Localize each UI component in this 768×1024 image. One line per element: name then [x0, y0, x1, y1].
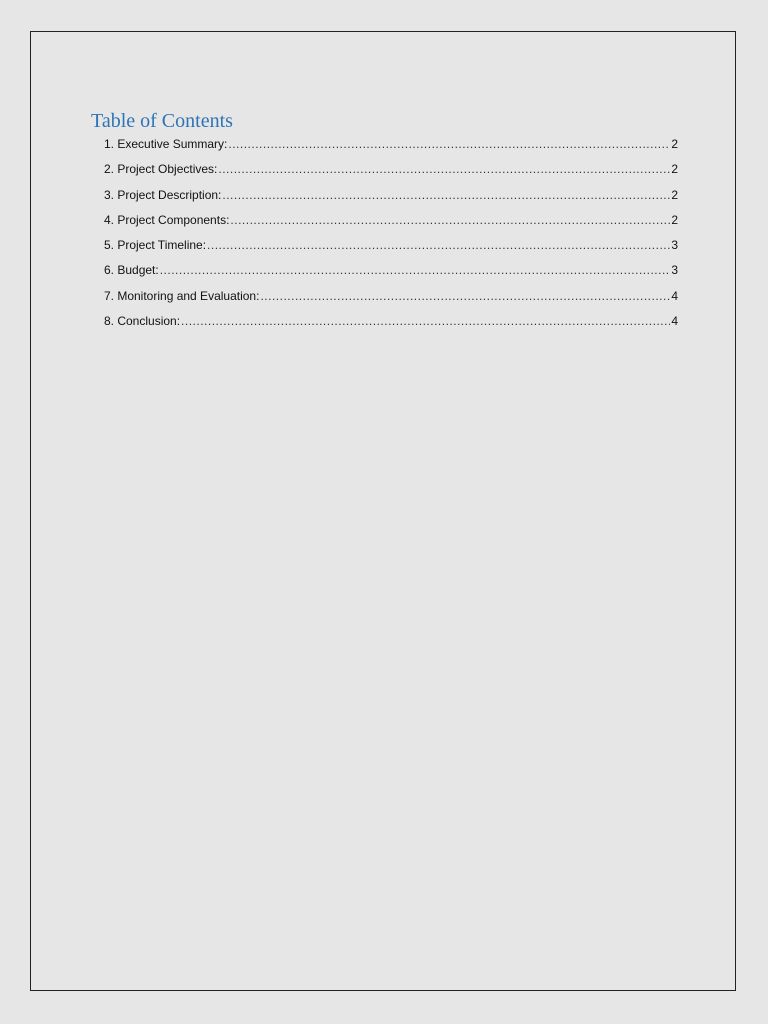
toc-entry-project-objectives[interactable]	[104, 160, 678, 185]
toc-entry-label: 1. Executive Summary:	[104, 137, 228, 151]
dot-leader	[181, 312, 670, 330]
toc-heading: Table of Contents	[91, 110, 233, 132]
toc-list	[104, 135, 678, 337]
toc-entry-page-number: 2	[671, 187, 678, 202]
toc-entry-project-description[interactable]	[104, 186, 678, 211]
toc-entry-page-number: 3	[671, 263, 678, 278]
dot-leader	[218, 160, 670, 178]
dot-leader	[160, 261, 671, 279]
dot-leader	[207, 236, 670, 254]
toc-entry-page-number: 2	[671, 162, 678, 177]
document-page	[30, 31, 736, 991]
toc-entry-label: 6. Budget:	[104, 263, 159, 278]
toc-entry-label: 4. Project Components:	[104, 212, 230, 227]
toc-entry-label: 8. Conclusion:	[104, 314, 181, 329]
toc-entry-project-components[interactable]	[104, 211, 678, 236]
toc-entry-conclusion[interactable]	[104, 312, 678, 337]
dot-leader	[260, 287, 670, 305]
toc-entry-page-number: 2	[671, 212, 678, 227]
toc-entry-page-number: 2	[671, 137, 678, 151]
toc-entry-label: 3. Project Description:	[104, 187, 222, 202]
dot-leader	[230, 211, 670, 229]
toc-entry-monitoring-and-evaluation[interactable]	[104, 287, 678, 312]
toc-entry-label: 5. Project Timeline:	[104, 238, 207, 253]
toc-entry-label: 7. Monitoring and Evaluation:	[104, 288, 260, 303]
toc-entry-page-number: 3	[671, 238, 678, 253]
dot-leader	[228, 135, 670, 153]
toc-entry-budget[interactable]	[104, 261, 678, 286]
dot-leader	[222, 186, 670, 204]
toc-entry-page-number: 4	[671, 288, 678, 303]
toc-entry-project-timeline[interactable]	[104, 236, 678, 261]
toc-entry-executive-summary[interactable]	[104, 135, 678, 160]
toc-entry-label: 2. Project Objectives:	[104, 162, 218, 177]
toc-entry-page-number: 4	[671, 314, 678, 329]
